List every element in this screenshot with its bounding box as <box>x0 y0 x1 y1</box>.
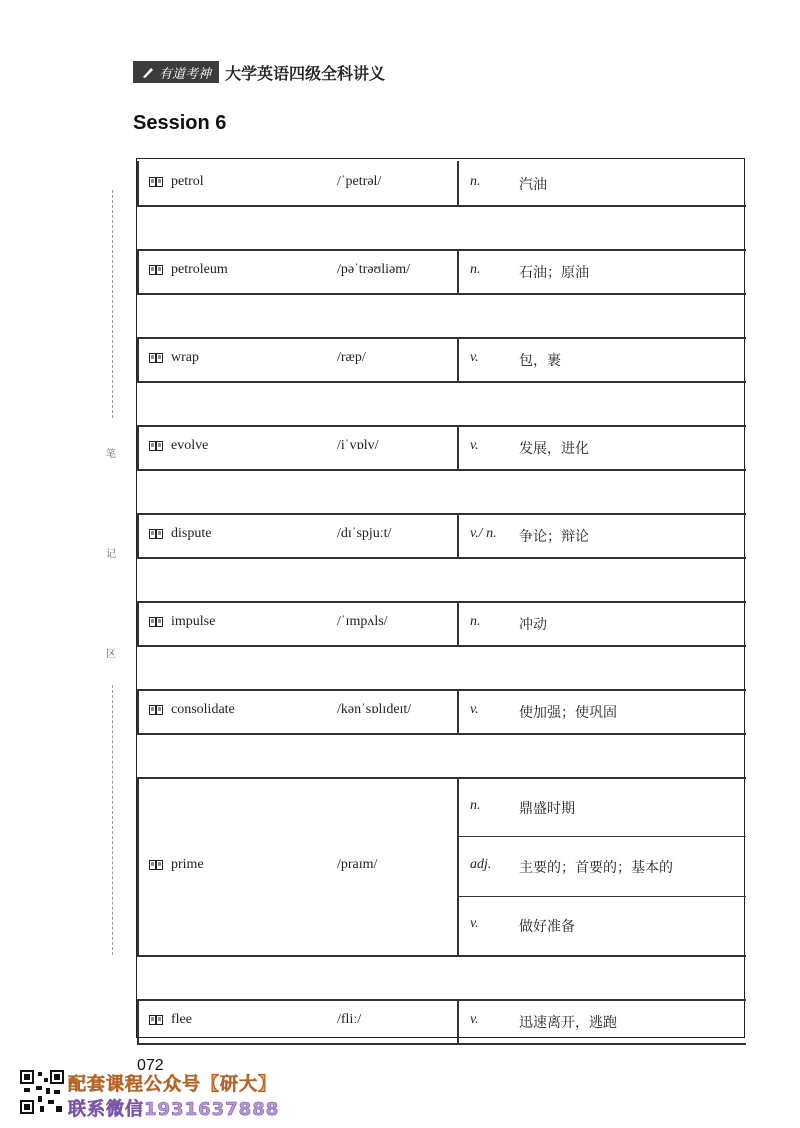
spacer-bottom-line <box>137 513 746 515</box>
vocab-word: prime <box>171 857 204 872</box>
entry-bottom-line <box>137 1043 746 1045</box>
book-icon <box>149 617 163 627</box>
part-of-speech: v. <box>470 916 479 932</box>
entry-left-border <box>137 425 139 469</box>
entry-column-divider <box>457 425 459 469</box>
page-header <box>133 59 385 85</box>
book-icon <box>149 705 163 715</box>
qr-code-icon <box>20 1070 64 1114</box>
entry-column-divider <box>457 161 459 205</box>
vocab-phonetic: /fliː/ <box>337 1012 362 1027</box>
promo-line-1: 配套课程公众号【研大】 <box>68 1074 277 1095</box>
book-icon <box>149 529 163 539</box>
chinese-meaning: 鼎盛时期 <box>519 800 575 817</box>
entry-left-border <box>137 999 139 1043</box>
vocab-phonetic: /iˈvɒlv/ <box>337 438 379 453</box>
book-title: 大学英语四级全科讲义 <box>225 63 386 83</box>
part-of-speech: v./ n. <box>470 526 497 541</box>
notes-divider-bottom <box>112 685 113 955</box>
part-of-speech: v. <box>470 702 479 717</box>
part-of-speech: n. <box>470 614 481 629</box>
spacer-bottom-line <box>137 337 746 339</box>
part-of-speech: n. <box>470 174 481 189</box>
part-of-speech: n. <box>470 797 481 813</box>
book-icon <box>149 1015 163 1025</box>
entry-column-divider <box>457 601 459 645</box>
entry-column-divider <box>457 513 459 557</box>
book-icon <box>149 353 163 363</box>
side-note-char: 笔 <box>106 449 116 460</box>
spacer-bottom-line <box>137 601 746 603</box>
entry-left-border <box>137 601 139 645</box>
vocab-word: dispute <box>171 526 212 541</box>
logo-text: 有道考神 <box>159 66 212 82</box>
vocab-word: wrap <box>171 350 199 365</box>
vocab-phonetic: /ˈpetrəl/ <box>337 174 382 189</box>
vocabulary-table <box>136 158 745 1038</box>
entry-column-divider <box>457 689 459 733</box>
part-of-speech: v. <box>470 350 479 365</box>
entry-left-border <box>137 689 139 733</box>
vocab-phonetic: /praɪm/ <box>337 857 378 872</box>
vocab-word: impulse <box>171 614 216 629</box>
entry-bottom-line <box>137 645 746 647</box>
chinese-meaning: 做好准备 <box>519 919 575 936</box>
spacer-bottom-line <box>137 249 746 251</box>
entry-left-border <box>137 513 139 557</box>
chinese-meaning: 冲动 <box>519 617 547 633</box>
spacer-bottom-line <box>137 999 746 1001</box>
book-icon <box>149 177 163 187</box>
book-icon <box>149 265 163 275</box>
spacer-bottom-line <box>137 425 746 427</box>
entry-left-border <box>137 161 139 205</box>
entry-column-divider <box>457 249 459 293</box>
pen-icon <box>141 65 155 79</box>
vocab-word: evolve <box>171 438 209 453</box>
sense-divider <box>457 896 746 897</box>
promo-line-2: 联系微信1931637888 <box>68 1099 280 1120</box>
entry-left-border <box>137 249 139 293</box>
vocab-word: flee <box>171 1012 192 1027</box>
entry-column-divider <box>457 999 459 1043</box>
book-icon <box>149 441 163 451</box>
vocab-word: petroleum <box>171 262 228 277</box>
entry-column-divider <box>457 337 459 381</box>
entry-bottom-line <box>137 381 746 383</box>
notes-divider-top <box>112 190 113 418</box>
vocab-phonetic: /ˈɪmpʌls/ <box>337 614 388 629</box>
part-of-speech: v. <box>470 438 479 453</box>
page-number: 072 <box>137 1057 164 1074</box>
spacer-bottom-line <box>137 777 746 779</box>
side-note-char: 区 <box>106 649 116 660</box>
vocab-word: consolidate <box>171 702 235 717</box>
chinese-meaning: 主要的；首要的；基本的 <box>519 860 673 876</box>
entry-bottom-line <box>137 469 746 471</box>
sense-divider <box>457 836 746 837</box>
entry-bottom-line <box>137 733 746 735</box>
chinese-meaning: 石油；原油 <box>519 265 589 281</box>
chinese-meaning: 汽油 <box>519 177 547 193</box>
vocab-phonetic: /pəˈtrəʊliəm/ <box>337 262 410 277</box>
side-note-char: 记 <box>106 549 116 560</box>
entry-bottom-line <box>137 955 746 957</box>
vocab-phonetic: /kənˈsɒlɪdeɪt/ <box>337 702 412 717</box>
publisher-logo <box>133 61 219 83</box>
vocab-phonetic: /dɪˈspjuːt/ <box>337 526 392 541</box>
chinese-meaning: 发展，进化 <box>519 441 589 457</box>
entry-bottom-line <box>137 293 746 295</box>
entry-column-divider <box>457 777 459 955</box>
entry-bottom-line <box>137 557 746 559</box>
chinese-meaning: 使加强；使巩固 <box>519 705 617 721</box>
part-of-speech: adj. <box>470 857 492 872</box>
vocab-phonetic: /ræp/ <box>337 350 366 365</box>
part-of-speech: v. <box>470 1012 479 1027</box>
session-title: Session 6 <box>133 112 227 134</box>
entry-left-border <box>137 777 139 955</box>
chinese-meaning: 迅速离开，逃跑 <box>519 1015 617 1031</box>
entry-bottom-line <box>137 205 746 207</box>
chinese-meaning: 争论；辩论 <box>519 529 589 545</box>
book-icon <box>149 860 163 870</box>
spacer-bottom-line <box>137 689 746 691</box>
part-of-speech: n. <box>470 262 481 277</box>
chinese-meaning: 包，裹 <box>519 353 561 369</box>
vocab-word: petrol <box>171 174 204 189</box>
entry-left-border <box>137 337 139 381</box>
